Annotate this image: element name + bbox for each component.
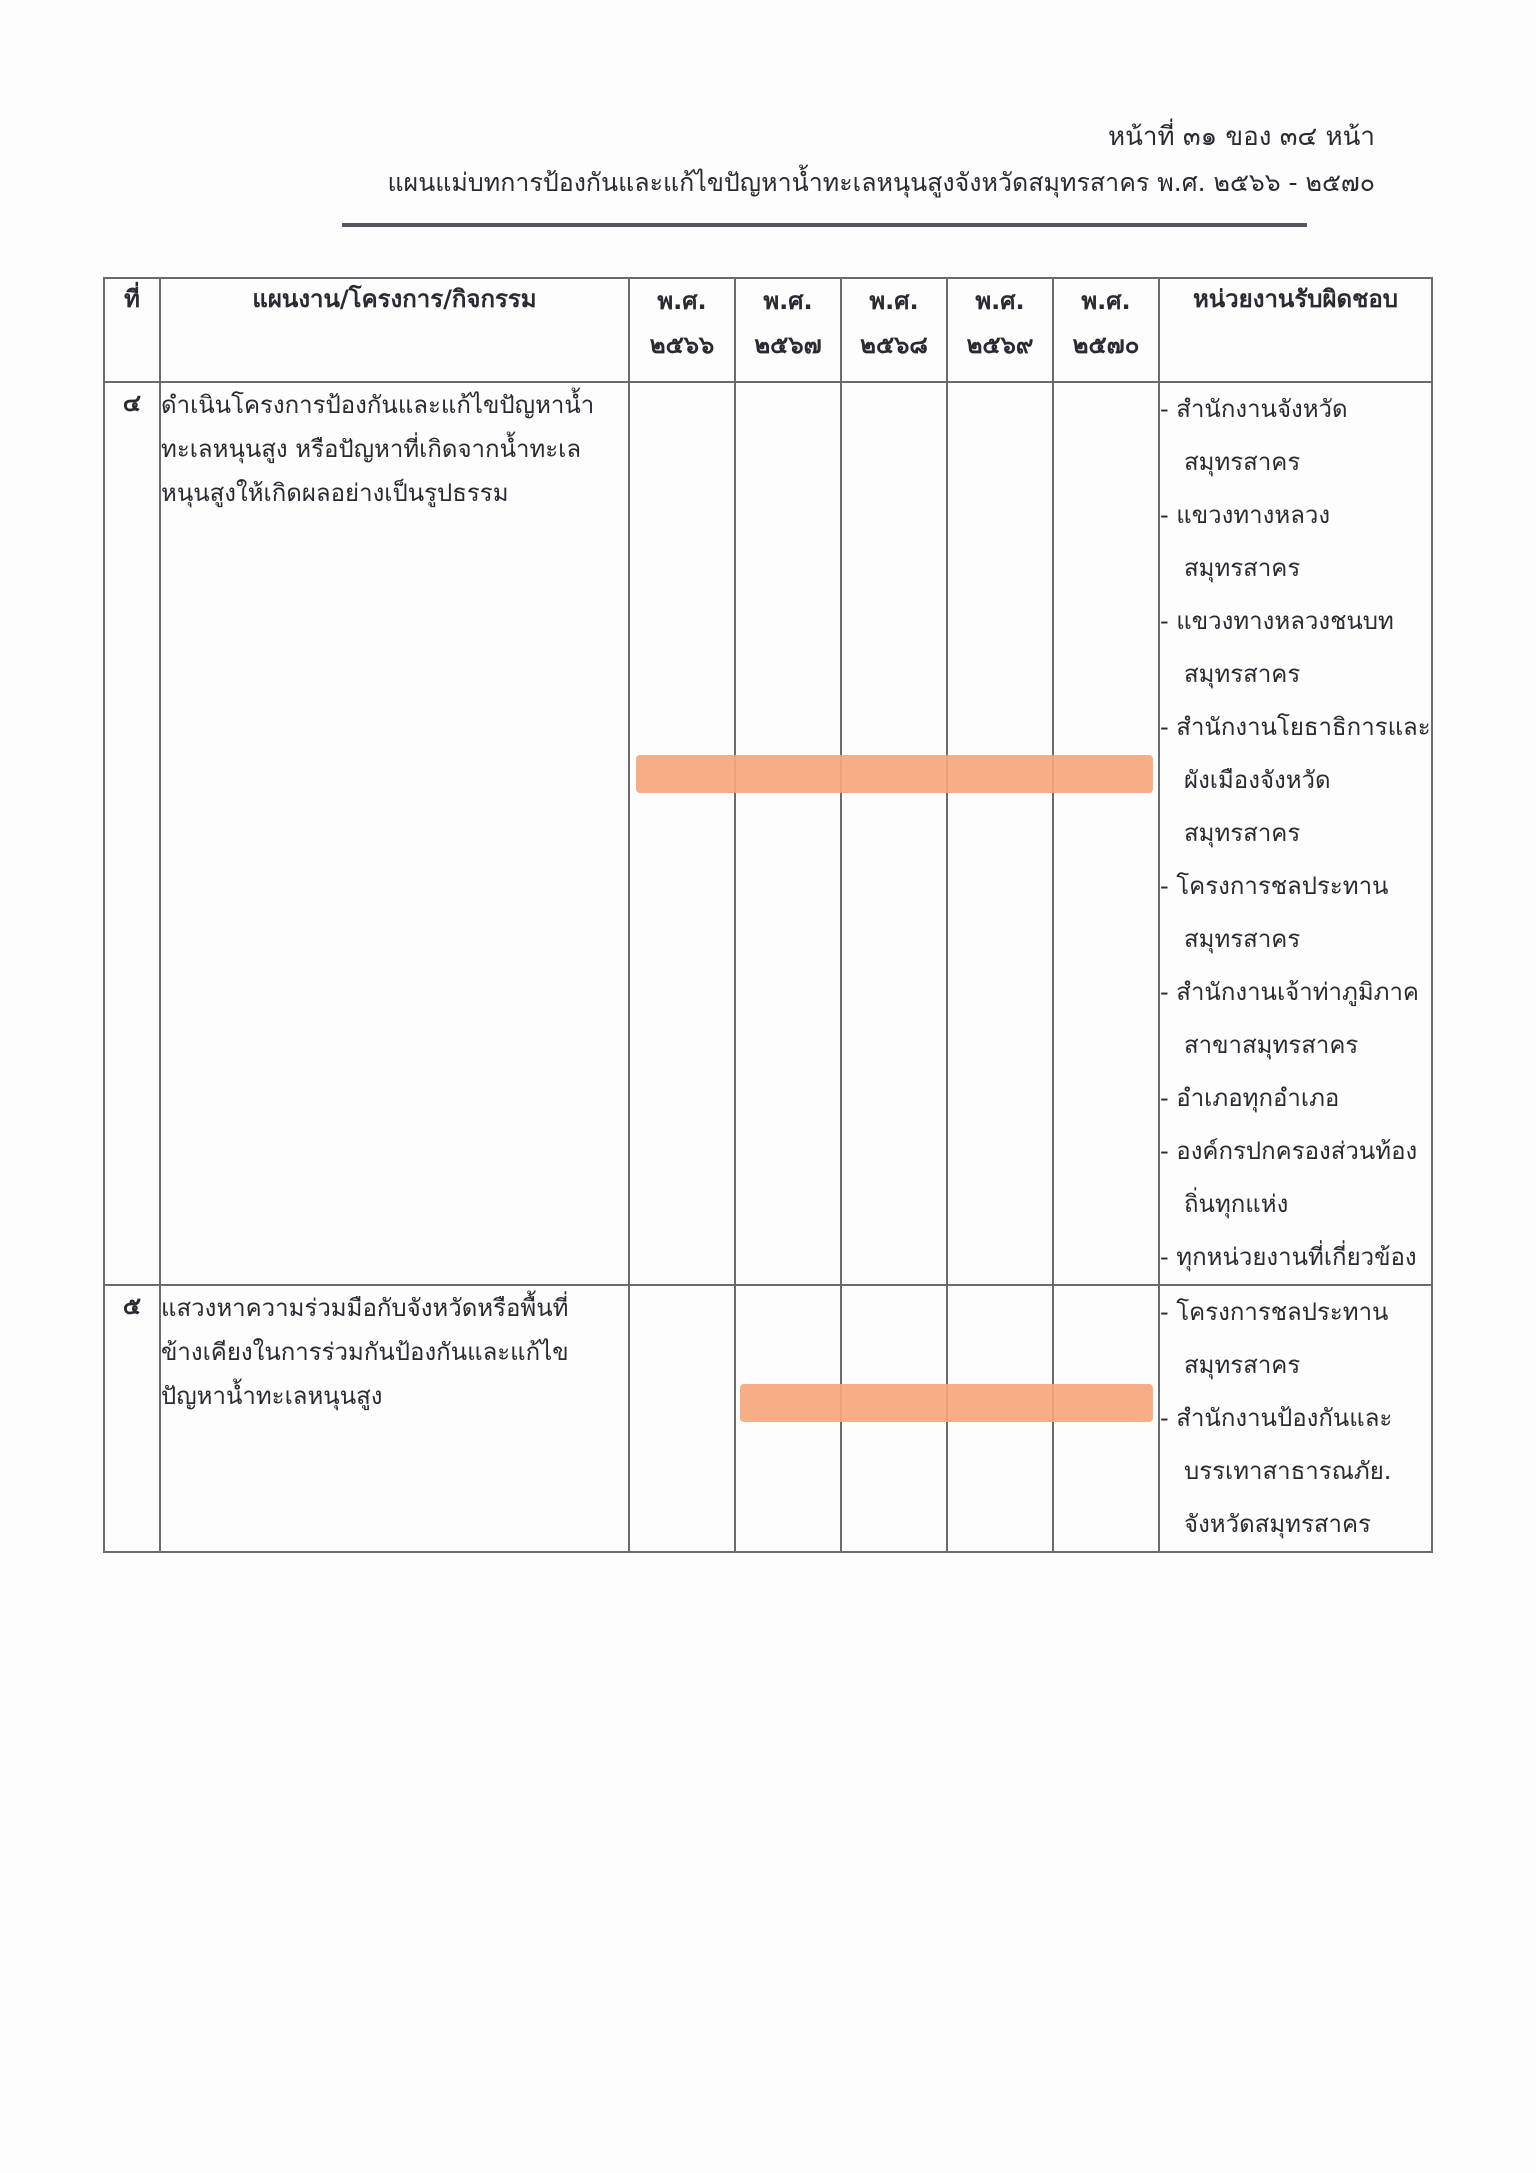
header-era: พ.ศ. bbox=[975, 287, 1025, 315]
header-divider bbox=[342, 223, 1307, 227]
agency-item: - โครงการชลประทานสมุทรสาคร bbox=[1160, 872, 1389, 953]
task-line: ดำเนินโครงการป้องกันและแก้ไขปัญหาน้ำ bbox=[161, 391, 595, 419]
agency-cell bbox=[1159, 1285, 1432, 1552]
task-cell bbox=[160, 1285, 629, 1552]
row-number: ๕ bbox=[104, 1285, 160, 1552]
agency-item: - อำเภอทุกอำเภอ bbox=[1160, 1084, 1340, 1112]
agency-item: - สำนักงานโยธาธิการและผังเมืองจังหวัดสมุทรสาคร bbox=[1160, 713, 1431, 847]
agency-item: - สำนักงานเจ้าท่าภูมิภาคสาขาสมุทรสาคร bbox=[1160, 978, 1419, 1059]
header-year-2569 bbox=[947, 278, 1053, 382]
header-task: แผนงาน/โครงการ/กิจกรรม bbox=[160, 278, 629, 382]
header-era: พ.ศ. bbox=[1081, 287, 1131, 315]
year-cell bbox=[735, 382, 841, 1285]
document-title: แผนแม่บทการป้องกันและแก้ไขปัญหาน้ำทะเลหนุนสูงจังหวัดสมุทรสาคร พ.ศ. ๒๕๖๖ - ๒๕๗๐ bbox=[387, 168, 1375, 197]
header-year: ๒๕๖๗ bbox=[754, 331, 822, 359]
year-cell bbox=[629, 382, 735, 1285]
agency-item: - ทุกหน่วยงานที่เกี่ยวข้อง bbox=[1160, 1243, 1417, 1271]
header-year: ๒๕๗๐ bbox=[1072, 331, 1140, 359]
year-cell bbox=[947, 382, 1053, 1285]
header-year-2567 bbox=[735, 278, 841, 382]
header-era: พ.ศ. bbox=[657, 287, 707, 315]
agency-cell bbox=[1159, 382, 1432, 1285]
task-line: ทะเลหนุนสูง หรือปัญหาที่เกิดจากน้ำทะเล bbox=[161, 435, 582, 463]
task-line: แสวงหาความร่วมมือกับจังหวัดหรือพื้นที่ bbox=[161, 1294, 569, 1322]
plan-table bbox=[103, 277, 1433, 1553]
task-cell bbox=[160, 382, 629, 1285]
header-year-2566 bbox=[629, 278, 735, 382]
header-no: ที่ bbox=[104, 278, 160, 382]
header-year-2570 bbox=[1053, 278, 1159, 382]
agency-item: - แขวงทางหลวงสมุทรสาคร bbox=[1160, 501, 1331, 582]
row-number: ๔ bbox=[104, 382, 160, 1285]
table-row bbox=[104, 382, 1432, 1285]
header-year-2568 bbox=[841, 278, 947, 382]
agency-item: - โครงการชลประทานสมุทรสาคร bbox=[1160, 1298, 1389, 1379]
schedule-bar-row-5 bbox=[740, 1384, 1153, 1422]
year-cell bbox=[841, 382, 947, 1285]
agency-item: - สำนักงานจังหวัดสมุทรสาคร bbox=[1160, 395, 1348, 476]
agency-item: - องค์กรปกครองส่วนท้องถิ่นทุกแห่ง bbox=[1160, 1137, 1418, 1218]
schedule-bar-row-4 bbox=[636, 755, 1153, 793]
header-era: พ.ศ. bbox=[869, 287, 919, 315]
header-era: พ.ศ. bbox=[763, 287, 813, 315]
header-year: ๒๕๖๖ bbox=[649, 331, 715, 359]
header-agency: หน่วยงานรับผิดชอบ bbox=[1159, 278, 1432, 382]
year-cell bbox=[629, 1285, 735, 1552]
year-cell bbox=[1053, 382, 1159, 1285]
header-year: ๒๕๖๙ bbox=[966, 331, 1034, 359]
header-year: ๒๕๖๘ bbox=[860, 331, 928, 359]
task-line: ปัญหาน้ำทะเลหนุนสูง bbox=[161, 1382, 383, 1410]
agency-item: - สำนักงานป้องกันและบรรเทาสาธารณภัย. จังหวัดสมุทรสาคร bbox=[1160, 1404, 1393, 1538]
page-number: หน้าที่ ๓๑ ของ ๓๔ หน้า bbox=[1107, 122, 1375, 152]
header-row bbox=[104, 278, 1432, 382]
task-line: ข้างเคียงในการร่วมกันป้องกันและแก้ไข bbox=[161, 1338, 569, 1366]
agency-item: - แขวงทางหลวงชนบทสมุทรสาคร bbox=[1160, 607, 1394, 688]
task-line: หนุนสูงให้เกิดผลอย่างเป็นรูปธรรม bbox=[161, 479, 509, 507]
